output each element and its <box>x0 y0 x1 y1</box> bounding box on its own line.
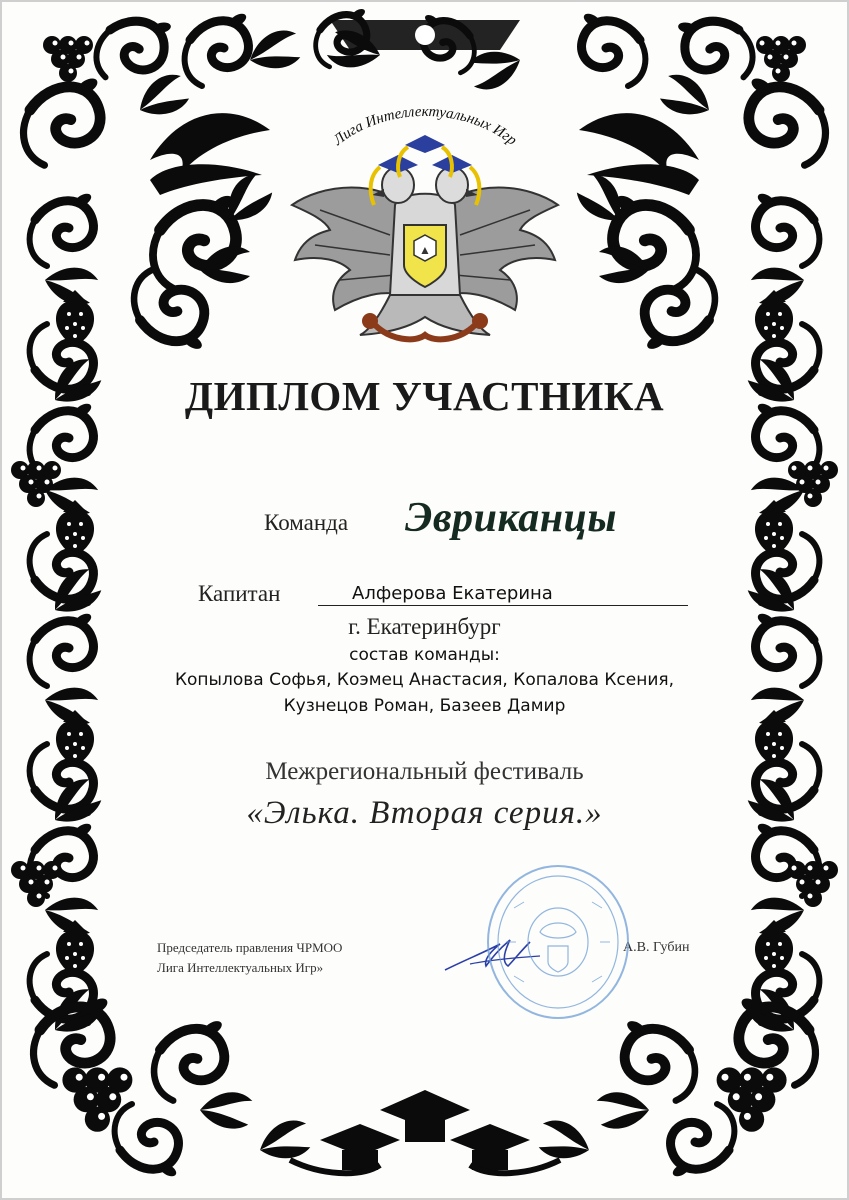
signatory-name: А.В. Губин <box>623 940 690 955</box>
top-right-ornament <box>579 1 825 195</box>
captain-label: Капитан <box>198 581 281 606</box>
team-members-line-1: Копылова Софья, Коэмец Анастасия, Копалова Ксения, <box>174 670 675 690</box>
captain-name: Алферова Екатерина <box>352 583 553 604</box>
top-ornament <box>185 7 646 92</box>
team-name: Эвриканцы <box>405 495 618 541</box>
city: г. Екатеринбург <box>348 614 501 639</box>
festival-label: Межрегиональный фестиваль <box>265 758 584 785</box>
signatory-title-line-1: Председатель правления ЧРМОО <box>157 940 343 955</box>
left-inner-scroll <box>134 170 277 352</box>
captain-underline <box>318 605 688 606</box>
festival-name: «Элька. Вторая серия.» <box>246 795 603 831</box>
team-members-line-2: Кузнецов Роман, Базеев Дамир <box>283 696 566 716</box>
shield-letter-icon: ▲ <box>419 243 431 257</box>
emblem-arc-text: Лига Интеллектуальных Игр <box>330 103 520 149</box>
graduation-caps-icon <box>290 1090 560 1173</box>
team-label: Команда <box>264 510 349 535</box>
top-left-ornament <box>24 1 270 195</box>
right-inner-scroll <box>572 170 715 352</box>
official-stamp-icon <box>484 862 632 1022</box>
team-composition-label: состав команды: <box>349 645 500 665</box>
signatory-title-line-2: Лига Интеллектуальных Игр» <box>157 960 324 975</box>
diploma-title: ДИПЛОМ УЧАСТНИКА <box>184 373 665 419</box>
league-emblem <box>280 95 570 355</box>
